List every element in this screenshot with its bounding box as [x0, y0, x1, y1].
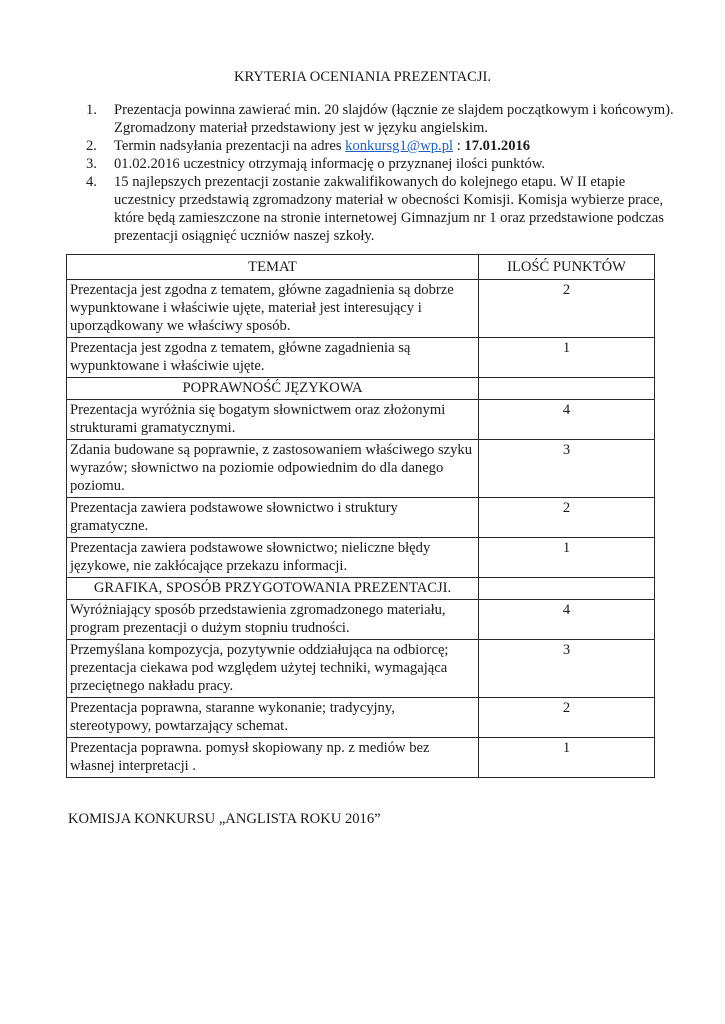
topic-cell: Prezentacja wyróżnia się bogatym słownictwem oraz złożonymi strukturami gramatycznymi. — [67, 400, 479, 440]
points-cell: 1 — [479, 538, 655, 578]
topic-cell: Prezentacja jest zgodna z tematem, główne zagadnienia są dobrze wypunktowane i właściwie ujęte, materiał jest interesujący i uporządkowany we właściwy sposób. — [67, 280, 479, 338]
rule-item — [86, 155, 676, 173]
table-row — [67, 338, 655, 378]
points-cell: 4 — [479, 400, 655, 440]
points-cell: 1 — [479, 738, 655, 778]
points-cell: 4 — [479, 600, 655, 640]
table-row — [67, 280, 655, 338]
rule-number: 3. — [86, 156, 97, 172]
committee-signature: KOMISJA KONKURSU „ANGLISTA ROKU 2016” — [68, 811, 381, 827]
section-row — [67, 578, 655, 600]
points-cell: 2 — [479, 498, 655, 538]
rule-text: Termin nadsyłania prezentacji na adres — [114, 138, 346, 154]
table-row — [67, 498, 655, 538]
topic-cell: Prezentacja zawiera podstawowe słownictwo i struktury gramatyczne. — [67, 498, 479, 538]
topic-cell: Wyróżniający sposób przedstawienia zgromadzonego materiału, program prezentacji o dużym stopniu trudności. — [67, 600, 479, 640]
topic-cell: Zdania budowane są poprawnie, z zastosowaniem właściwego szyku wyrazów; słownictwo na poziomie odpowiednim do dla danego poziomu. — [67, 440, 479, 498]
header-points: ILOŚĆ PUNKTÓW — [479, 255, 655, 280]
rule-number: 1. — [86, 102, 97, 118]
points-cell: 2 — [479, 280, 655, 338]
topic-cell: Prezentacja jest zgodna z tematem, główne zagadnienia są wypunktowane i właściwie ujęte. — [67, 338, 479, 378]
topic-cell: Prezentacja zawiera podstawowe słownictwo; nieliczne błędy językowe, nie zakłócające przekazu informacji. — [67, 538, 479, 578]
empty-points-cell — [479, 378, 655, 400]
topic-cell: Przemyślana kompozycja, pozytywnie oddziałująca na odbiorcę; prezentacja ciekawa pod względem użytej techniki, wymagająca przeciętnego nakładu pracy. — [67, 640, 479, 698]
table-row — [67, 698, 655, 738]
rule-text: Prezentacja powinna zawierać min. 20 slajdów (łącznie ze slajdem początkowym i końcowym). Zgromadzony materiał przedstawiony jest w języku angielskim. — [114, 102, 674, 136]
document-title: KRYTERIA OCENIANIA PREZENTACJI. — [233, 69, 492, 85]
rule-item — [86, 101, 676, 137]
points-cell: 3 — [479, 640, 655, 698]
rule-text: 01.02.2016 uczestnicy otrzymają informację o przyznanej ilości punktów. — [114, 156, 546, 172]
rules-list — [86, 101, 676, 245]
topic-cell: Prezentacja poprawna, staranne wykonanie; tradycyjny, stereotypowy, powtarzający schemat. — [67, 698, 479, 738]
empty-points-cell — [479, 578, 655, 600]
points-cell: 1 — [479, 338, 655, 378]
table-row — [67, 600, 655, 640]
rule-text: 15 najlepszych prezentacji zostanie zakwalifikowanych do kolejnego etapu. W II etapie uczestnicy przedstawią zgromadzony materiał w obecności Komisji. Komisja wybierze prace, które będą zamieszczone na stronie internetowej Gimnazjum nr 1 oraz przedstawione podczas prezentacji osiągnięć uczniów naszej szkoły. — [114, 174, 664, 244]
rule-item — [86, 137, 676, 155]
email-link[interactable]: konkursg1@wp.pl — [345, 138, 454, 154]
rule-number: 2. — [86, 138, 97, 154]
table-row — [67, 440, 655, 498]
header-topic: TEMAT — [67, 255, 479, 280]
section-row — [67, 378, 655, 400]
points-cell: 2 — [479, 698, 655, 738]
rule-item — [86, 173, 676, 245]
rule-number: 4. — [86, 174, 97, 190]
table-row — [67, 738, 655, 778]
rule-separator: : — [453, 138, 465, 154]
criteria-table — [66, 254, 655, 778]
topic-cell: Prezentacja poprawna. pomysł skopiowany np. z mediów bez własnej interpretacji . — [67, 738, 479, 778]
points-cell: 3 — [479, 440, 655, 498]
table-row — [67, 538, 655, 578]
deadline-date: 17.01.2016 — [464, 138, 531, 154]
section-heading: POPRAWNOŚĆ JĘZYKOWA — [67, 378, 479, 400]
table-row — [67, 640, 655, 698]
section-heading: GRAFIKA, SPOSÓB PRZYGOTOWANIA PREZENTACJI. — [67, 578, 479, 600]
table-row — [67, 400, 655, 440]
table-header-row — [67, 255, 655, 280]
